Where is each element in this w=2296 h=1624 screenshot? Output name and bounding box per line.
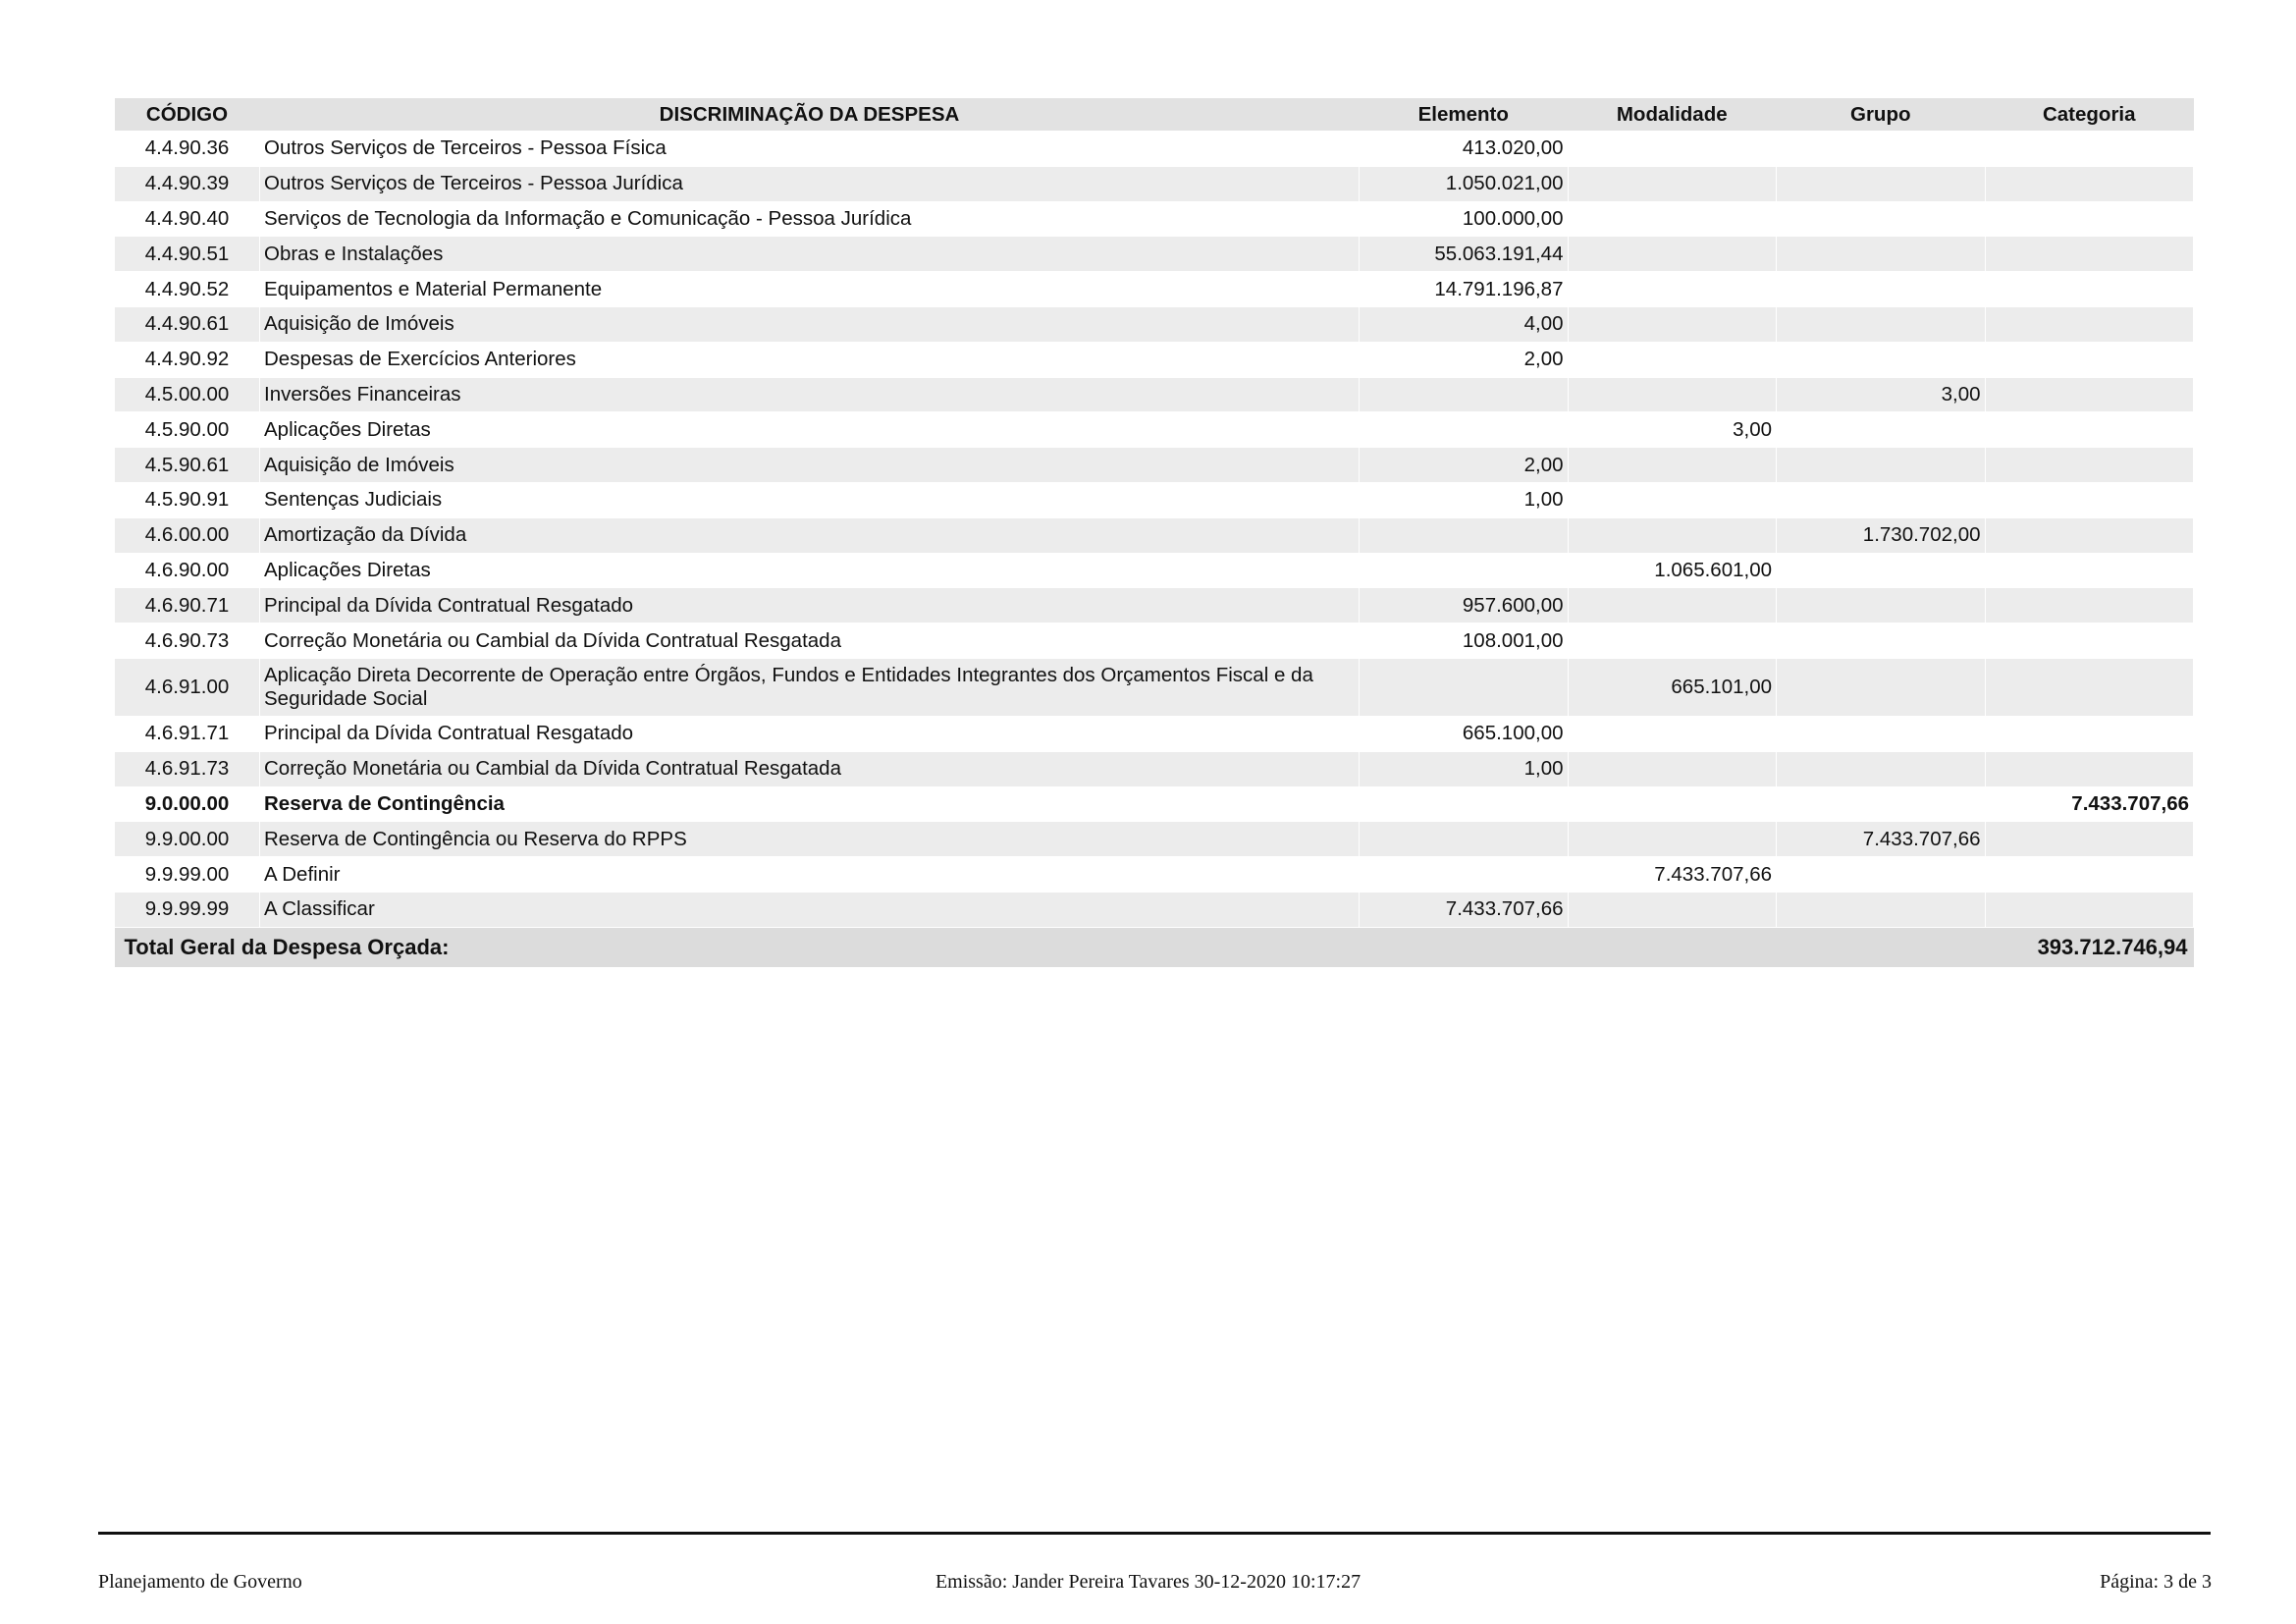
cell-descricao: Aplicações Diretas (260, 553, 1360, 588)
cell-elemento (1360, 786, 1569, 822)
cell-grupo (1777, 716, 1986, 751)
cell-descricao: Correção Monetária ou Cambial da Dívida Contratual Resgatada (260, 623, 1360, 659)
cell-codigo: 4.4.90.51 (115, 237, 260, 272)
cell-categoria (1985, 623, 2194, 659)
footer-divider (98, 1532, 2211, 1535)
cell-codigo: 4.4.90.61 (115, 306, 260, 342)
total-value: 393.712.746,94 (1985, 927, 2194, 967)
cell-grupo (1777, 786, 1986, 822)
cell-elemento: 7.433.707,66 (1360, 892, 1569, 927)
header-categoria: Categoria (1985, 98, 2194, 132)
cell-elemento: 413.020,00 (1360, 132, 1569, 167)
total-row (115, 927, 2194, 967)
cell-descricao: Equipamentos e Material Permanente (260, 272, 1360, 307)
cell-descricao: Aquisição de Imóveis (260, 448, 1360, 483)
cell-elemento: 55.063.191,44 (1360, 237, 1569, 272)
cell-modalidade: 1.065.601,00 (1568, 553, 1777, 588)
cell-grupo (1777, 482, 1986, 517)
cell-codigo: 4.5.00.00 (115, 377, 260, 412)
cell-elemento: 100.000,00 (1360, 201, 1569, 237)
cell-grupo (1777, 553, 1986, 588)
cell-categoria: 7.433.707,66 (1985, 786, 2194, 822)
cell-elemento: 665.100,00 (1360, 716, 1569, 751)
cell-elemento: 1,00 (1360, 751, 1569, 786)
cell-descricao: Aplicação Direta Decorrente de Operação entre Órgãos, Fundos e Entidades Integrantes dos Orçamentos Fiscal e da Seguridade Social (260, 658, 1360, 716)
cell-codigo: 4.6.91.71 (115, 716, 260, 751)
cell-descricao: Principal da Dívida Contratual Resgatado (260, 588, 1360, 623)
cell-codigo: 4.4.90.92 (115, 342, 260, 377)
cell-categoria (1985, 857, 2194, 893)
cell-categoria (1985, 377, 2194, 412)
table-row (115, 342, 2194, 377)
header-grupo: Grupo (1777, 98, 1986, 132)
table-row (115, 786, 2194, 822)
cell-grupo (1777, 588, 1986, 623)
cell-modalidade (1568, 822, 1777, 857)
cell-descricao: Reserva de Contingência (260, 786, 1360, 822)
cell-categoria (1985, 132, 2194, 167)
header-elemento: Elemento (1360, 98, 1569, 132)
cell-grupo: 1.730.702,00 (1777, 517, 1986, 553)
cell-descricao: A Definir (260, 857, 1360, 893)
cell-categoria (1985, 553, 2194, 588)
cell-grupo (1777, 658, 1986, 716)
cell-modalidade (1568, 892, 1777, 927)
cell-codigo: 4.4.90.52 (115, 272, 260, 307)
table-body (115, 132, 2194, 967)
cell-grupo: 7.433.707,66 (1777, 822, 1986, 857)
cell-grupo (1777, 448, 1986, 483)
cell-codigo: 4.4.90.39 (115, 166, 260, 201)
footer-page-number: Página: 3 de 3 (2100, 1571, 2212, 1593)
cell-descricao: Aquisição de Imóveis (260, 306, 1360, 342)
cell-categoria (1985, 822, 2194, 857)
table-row (115, 623, 2194, 659)
cell-codigo: 9.9.99.99 (115, 892, 260, 927)
header-codigo: CÓDIGO (115, 98, 260, 132)
total-label: Total Geral da Despesa Orçada: (115, 927, 1986, 967)
footer-department: Planejamento de Governo (98, 1571, 302, 1593)
cell-elemento: 14.791.196,87 (1360, 272, 1569, 307)
table-row (115, 448, 2194, 483)
cell-modalidade (1568, 482, 1777, 517)
cell-categoria (1985, 272, 2194, 307)
cell-elemento (1360, 658, 1569, 716)
table-header-row (115, 98, 2194, 132)
table-row (115, 132, 2194, 167)
expense-table (114, 98, 2194, 967)
cell-descricao: Obras e Instalações (260, 237, 1360, 272)
cell-categoria (1985, 412, 2194, 448)
cell-elemento: 4,00 (1360, 306, 1569, 342)
cell-descricao: Correção Monetária ou Cambial da Dívida Contratual Resgatada (260, 751, 1360, 786)
cell-codigo: 4.5.90.91 (115, 482, 260, 517)
cell-grupo (1777, 306, 1986, 342)
cell-elemento: 108.001,00 (1360, 623, 1569, 659)
table-row (115, 588, 2194, 623)
cell-codigo: 4.6.90.71 (115, 588, 260, 623)
cell-codigo: 4.5.90.00 (115, 412, 260, 448)
cell-descricao: Amortização da Dívida (260, 517, 1360, 553)
cell-grupo (1777, 751, 1986, 786)
cell-grupo (1777, 412, 1986, 448)
cell-modalidade: 665.101,00 (1568, 658, 1777, 716)
cell-categoria (1985, 751, 2194, 786)
cell-grupo (1777, 166, 1986, 201)
cell-elemento (1360, 412, 1569, 448)
cell-modalidade (1568, 201, 1777, 237)
cell-codigo: 4.6.90.73 (115, 623, 260, 659)
cell-descricao: Outros Serviços de Terceiros - Pessoa Jurídica (260, 166, 1360, 201)
cell-modalidade (1568, 716, 1777, 751)
table-row (115, 306, 2194, 342)
cell-grupo (1777, 237, 1986, 272)
cell-categoria (1985, 166, 2194, 201)
cell-modalidade: 7.433.707,66 (1568, 857, 1777, 893)
table-row (115, 751, 2194, 786)
header-discriminacao: DISCRIMINAÇÃO DA DESPESA (260, 98, 1360, 132)
cell-codigo: 9.9.99.00 (115, 857, 260, 893)
table-row (115, 201, 2194, 237)
cell-categoria (1985, 201, 2194, 237)
cell-categoria (1985, 892, 2194, 927)
cell-grupo (1777, 892, 1986, 927)
cell-categoria (1985, 658, 2194, 716)
cell-modalidade (1568, 132, 1777, 167)
cell-categoria (1985, 716, 2194, 751)
table-row (115, 482, 2194, 517)
cell-modalidade (1568, 786, 1777, 822)
table-row (115, 166, 2194, 201)
cell-modalidade (1568, 623, 1777, 659)
table-row (115, 892, 2194, 927)
cell-codigo: 9.0.00.00 (115, 786, 260, 822)
cell-descricao: A Classificar (260, 892, 1360, 927)
cell-categoria (1985, 482, 2194, 517)
cell-grupo (1777, 857, 1986, 893)
cell-elemento: 1.050.021,00 (1360, 166, 1569, 201)
cell-codigo: 4.5.90.61 (115, 448, 260, 483)
cell-descricao: Inversões Financeiras (260, 377, 1360, 412)
cell-elemento: 1,00 (1360, 482, 1569, 517)
cell-descricao: Aplicações Diretas (260, 412, 1360, 448)
cell-elemento (1360, 517, 1569, 553)
cell-modalidade (1568, 751, 1777, 786)
cell-categoria (1985, 517, 2194, 553)
cell-modalidade (1568, 517, 1777, 553)
cell-modalidade (1568, 377, 1777, 412)
cell-categoria (1985, 306, 2194, 342)
header-modalidade: Modalidade (1568, 98, 1777, 132)
cell-modalidade (1568, 166, 1777, 201)
cell-codigo: 4.6.91.73 (115, 751, 260, 786)
footer-emission: Emissão: Jander Pereira Tavares 30-12-2020 10:17:27 (934, 1571, 1362, 1593)
cell-descricao: Outros Serviços de Terceiros - Pessoa Física (260, 132, 1360, 167)
table-row (115, 716, 2194, 751)
cell-modalidade (1568, 448, 1777, 483)
cell-descricao: Despesas de Exercícios Anteriores (260, 342, 1360, 377)
table-row (115, 553, 2194, 588)
cell-grupo (1777, 342, 1986, 377)
cell-elemento: 957.600,00 (1360, 588, 1569, 623)
cell-grupo: 3,00 (1777, 377, 1986, 412)
cell-categoria (1985, 588, 2194, 623)
table-row (115, 272, 2194, 307)
cell-modalidade (1568, 342, 1777, 377)
cell-grupo (1777, 201, 1986, 237)
cell-descricao: Serviços de Tecnologia da Informação e Comunicação - Pessoa Jurídica (260, 201, 1360, 237)
table-row (115, 412, 2194, 448)
table-row (115, 377, 2194, 412)
cell-codigo: 9.9.00.00 (115, 822, 260, 857)
table-row (115, 237, 2194, 272)
cell-grupo (1777, 272, 1986, 307)
cell-grupo (1777, 623, 1986, 659)
cell-codigo: 4.4.90.40 (115, 201, 260, 237)
table-row (115, 658, 2194, 716)
cell-modalidade (1568, 306, 1777, 342)
cell-categoria (1985, 448, 2194, 483)
cell-categoria (1985, 237, 2194, 272)
cell-codigo: 4.4.90.36 (115, 132, 260, 167)
cell-codigo: 4.6.90.00 (115, 553, 260, 588)
cell-codigo: 4.6.91.00 (115, 658, 260, 716)
cell-elemento (1360, 857, 1569, 893)
cell-modalidade (1568, 272, 1777, 307)
cell-categoria (1985, 342, 2194, 377)
table-row (115, 517, 2194, 553)
cell-grupo (1777, 132, 1986, 167)
table-row (115, 822, 2194, 857)
cell-elemento (1360, 553, 1569, 588)
cell-descricao: Reserva de Contingência ou Reserva do RPPS (260, 822, 1360, 857)
cell-modalidade (1568, 237, 1777, 272)
cell-modalidade (1568, 588, 1777, 623)
cell-elemento: 2,00 (1360, 342, 1569, 377)
cell-modalidade: 3,00 (1568, 412, 1777, 448)
cell-elemento (1360, 377, 1569, 412)
table-row (115, 857, 2194, 893)
cell-elemento: 2,00 (1360, 448, 1569, 483)
cell-descricao: Sentenças Judiciais (260, 482, 1360, 517)
cell-descricao: Principal da Dívida Contratual Resgatado (260, 716, 1360, 751)
cell-codigo: 4.6.00.00 (115, 517, 260, 553)
cell-elemento (1360, 822, 1569, 857)
